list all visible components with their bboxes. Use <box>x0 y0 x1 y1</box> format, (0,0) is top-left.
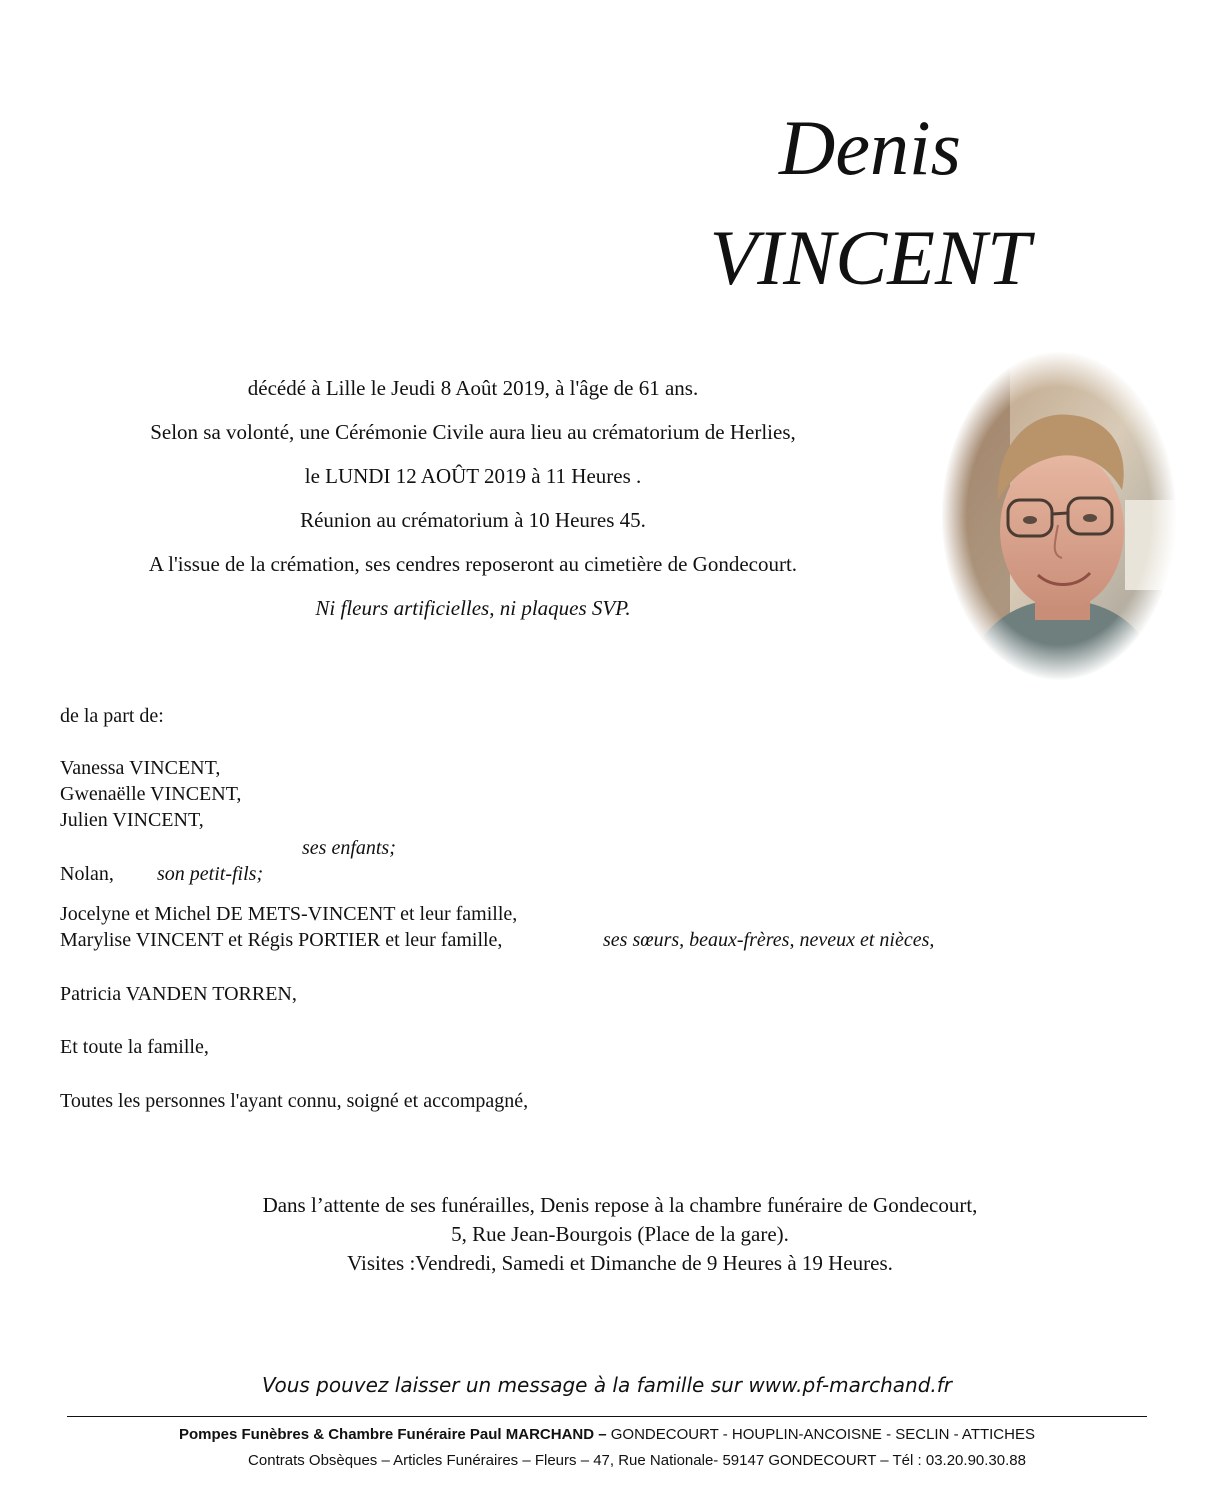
announcement-line: Réunion au crématorium à 10 Heures 45. <box>300 508 646 532</box>
whole-family: Et toute la famille, <box>60 1036 209 1058</box>
visitation-info <box>100 1191 1140 1278</box>
child-name: Gwenaëlle VINCENT, <box>60 783 242 805</box>
visitation-line: 5, Rue Jean-Bourgois (Place de la gare). <box>451 1222 789 1246</box>
announcement-line: Selon sa volonté, une Cérémonie Civile aura lieu au crématorium de Herlies, <box>150 420 796 444</box>
company-locations: GONDECOURT - HOUPLIN-ANCOISNE - SECLIN - ATTICHES <box>606 1426 1035 1443</box>
footer-company-line <box>67 1424 1147 1446</box>
footer-divider <box>67 1416 1147 1417</box>
visitation-line: Visites :Vendredi, Samedi et Dimanche de 9 Heures à 19 Heures. <box>347 1251 893 1275</box>
footer-services-line: Contrats Obsèques – Articles Funéraires – Fleurs – 47, Rue Nationale- 59147 GONDECOURT – Tél : 03.20.90.30.88 <box>248 1452 1026 1469</box>
sibling-name: Marylise VINCENT et Régis PORTIER et leur famille, <box>60 929 503 951</box>
family-intro: de la part de: <box>60 705 164 727</box>
announcement-line: A l'issue de la crémation, ses cendres reposeront au cimetière de Gondecourt. <box>148 552 798 576</box>
child-name: Vanessa VINCENT, <box>60 757 221 779</box>
other-relative: Patricia VANDEN TORREN, <box>60 983 297 1005</box>
deceased-last-name: VINCENT <box>709 214 1031 301</box>
child-name: Julien VINCENT, <box>60 809 204 831</box>
everyone-line: Toutes les personnes l'ayant connu, soigné et accompagné, <box>60 1090 529 1112</box>
website-message: Vous pouvez laisser un message à la famille sur www.pf-marchand.fr <box>261 1373 953 1397</box>
company-name: Pompes Funèbres & Chambre Funéraire Paul MARCHAND – <box>179 1426 607 1443</box>
grandson-relation: son petit-fils; <box>157 863 264 885</box>
death-announcement <box>40 366 906 630</box>
sibling-name: Jocelyne et Michel DE METS-VINCENT et leur famille, <box>60 903 518 925</box>
announcement-line: le LUNDI 12 AOÛT 2019 à 11 Heures . <box>304 464 642 488</box>
grandson-name: Nolan, <box>60 863 114 885</box>
children-relation: ses enfants; <box>302 837 396 859</box>
deceased-first-name: Denis <box>779 104 961 191</box>
visitation-line: Dans l’attente de ses funérailles, Denis repose à la chambre funéraire de Gondecourt, <box>262 1193 978 1217</box>
flowers-note: Ni fleurs artificielles, ni plaques SVP. <box>315 596 631 620</box>
siblings-relation: ses sœurs, beaux-frères, neveux et nièces, <box>603 929 935 951</box>
portrait-photo <box>940 350 1178 682</box>
announcement-line: décédé à Lille le Jeudi 8 Août 2019, à l'âge de 61 ans. <box>247 376 699 400</box>
